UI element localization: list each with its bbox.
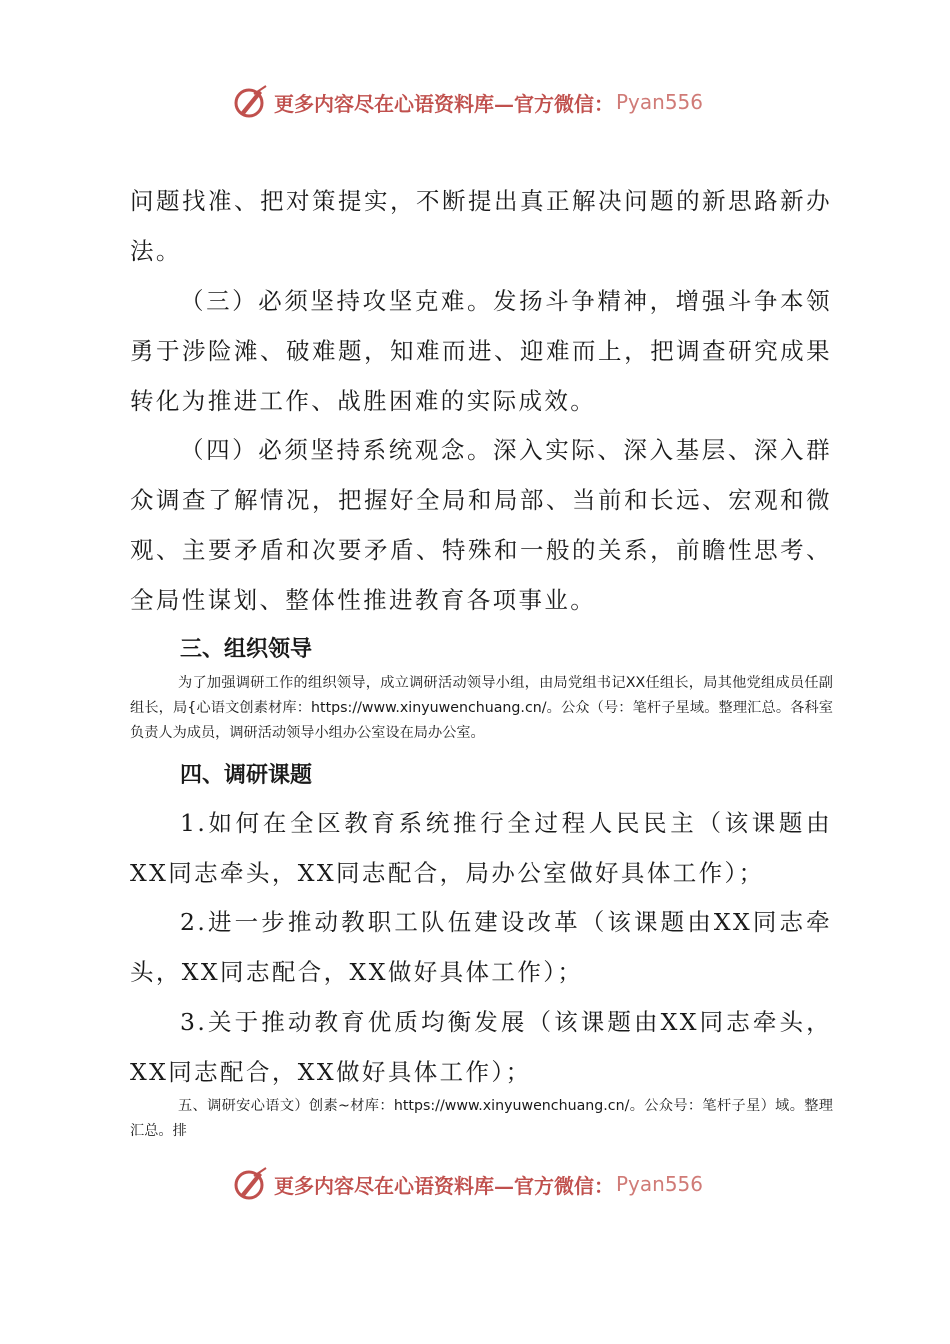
- banner-wechat: Pyan556: [616, 90, 704, 114]
- pen-logo-icon: [232, 1166, 268, 1202]
- paragraph-3: （四）必须坚持系统观念。深入实际、深入基层、深入群众调查了解情况，把握好全局和局部、当前和长远、宏观和微观、主要矛盾和次要矛盾、特殊和一般的关系，前瞻性思考、全局性谋划、整体性推进教育各项事业。: [130, 436, 832, 614]
- paragraph-7: 3.关于推动教育优质均衡发展（该课题由XX同志牵头，XX同志配合，XX做好具体工作）；: [130, 1008, 832, 1086]
- paragraph-6: 2.进一步推动教职工队伍建设改革（该课题由XX同志牵头，XX同志配合，XX做好具体工作）；: [130, 908, 832, 986]
- banner-wechat: Pyan556: [616, 1172, 704, 1196]
- banner-text: 更多内容尽在心语资料库—官方微信：: [274, 1173, 614, 1198]
- pen-logo-icon: [232, 84, 268, 120]
- section-heading-3: 三、组织领导: [180, 637, 313, 662]
- paragraph-5: 1.如何在全区教育系统推行全过程人民民主（该课题由XX同志牵头，XX同志配合，局办公室做好具体工作）；: [130, 809, 832, 887]
- banner-text: 更多内容尽在心语资料库—官方微信：: [274, 91, 614, 116]
- paragraph-1: 问题找准、把对策提实，不断提出真正解决问题的新思路新办法。: [130, 187, 832, 265]
- paragraph-2: （三）必须坚持攻坚克难。发扬斗争精神，增强斗争本领勇于涉险滩、破难题，知难而进、迎难而上，把调查研究成果转化为推进工作、战胜困难的实际成效。: [130, 287, 832, 415]
- footer-banner: [232, 1164, 703, 1204]
- section-heading-4: 四、调研课题: [180, 763, 313, 788]
- paragraph-8: 五、调研安心语文）创素~材库：https://www.xinyuwenchuang.cn/。公众号：笔杆子星）域。整理汇总。排: [130, 1098, 833, 1139]
- header-banner: [232, 82, 703, 122]
- paragraph-4: 为了加强调研工作的组织领导，成立调研活动领导小组，由局党组书记XX任组长，局其他党组成员任副组长，局{心语文创素材库：https://www.xinyuwenchuang.cn/。公众（号：笔杆子星域。整理汇总。各科室负责人为成员，调研活动领导小组办公室设在局办公室。: [130, 675, 833, 741]
